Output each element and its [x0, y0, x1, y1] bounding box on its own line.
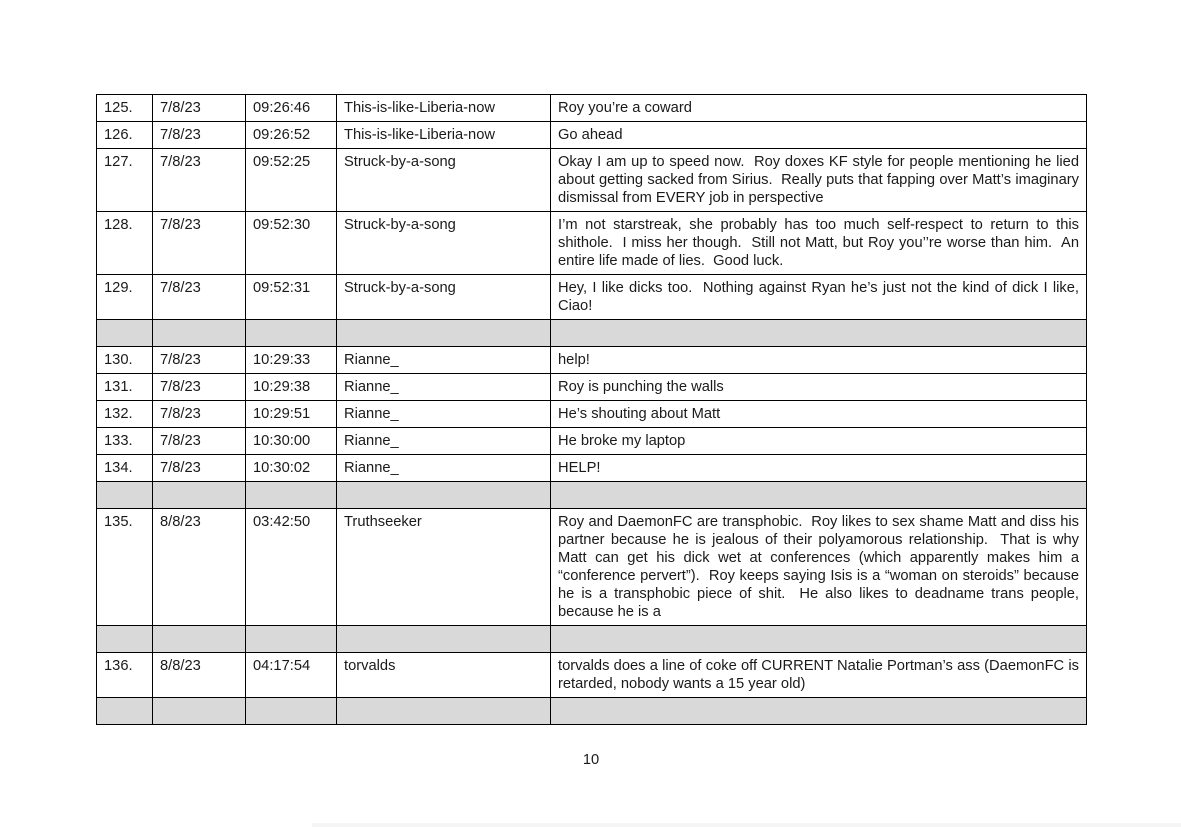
row-number-cell: 126. [97, 122, 153, 149]
separator-cell [337, 482, 551, 509]
time-cell: 09:26:46 [246, 95, 337, 122]
time-cell: 10:29:51 [246, 401, 337, 428]
message-cell: Roy is punching the walls [551, 374, 1087, 401]
log-row [97, 428, 1087, 455]
log-row [97, 455, 1087, 482]
message-cell: I’m not starstreak, she probably has too much self-respect to return to this shithole. I miss her though. Still not Matt, but Roy you’’re worse than him. An entire life made of lies. Good luck. [551, 212, 1087, 275]
time-cell: 10:30:00 [246, 428, 337, 455]
separator-cell [153, 482, 246, 509]
message-cell: Roy and DaemonFC are transphobic. Roy likes to sex shame Matt and diss his partner because he is jealous of their polyamorous relationship. That is why Matt can get his dick wet at conferences (which apparently makes him a “conference pervert”). Roy keeps saying Isis is a “woman on steroids” because he is a transphobic piece of shit. He also likes to deadname trans people, because he is a [551, 509, 1087, 626]
row-number-cell: 125. [97, 95, 153, 122]
time-cell: 10:30:02 [246, 455, 337, 482]
row-number-cell: 136. [97, 653, 153, 698]
nick-cell: Struck-by-a-song [337, 275, 551, 320]
date-cell: 7/8/23 [153, 95, 246, 122]
time-cell: 10:29:38 [246, 374, 337, 401]
time-cell: 09:52:31 [246, 275, 337, 320]
log-row [97, 509, 1087, 626]
date-cell: 7/8/23 [153, 122, 246, 149]
date-cell: 8/8/23 [153, 509, 246, 626]
date-cell: 7/8/23 [153, 347, 246, 374]
log-row [97, 95, 1087, 122]
nick-cell: Rianne_ [337, 428, 551, 455]
row-number-cell: 134. [97, 455, 153, 482]
separator-cell [337, 320, 551, 347]
row-number-cell: 127. [97, 149, 153, 212]
separator-cell [97, 482, 153, 509]
log-row [97, 374, 1087, 401]
nick-cell: This-is-like-Liberia-now [337, 95, 551, 122]
nick-cell: This-is-like-Liberia-now [337, 122, 551, 149]
date-cell: 7/8/23 [153, 275, 246, 320]
date-cell: 7/8/23 [153, 149, 246, 212]
chat-log-table [96, 94, 1087, 725]
message-cell: Okay I am up to speed now. Roy doxes KF style for people mentioning he lied about getting sacked from Sirius. Really puts that fapping over Matt’s imaginary dismissal from EVERY job in perspective [551, 149, 1087, 212]
separator-row [97, 482, 1087, 509]
separator-cell [246, 482, 337, 509]
message-cell: HELP! [551, 455, 1087, 482]
separator-cell [246, 320, 337, 347]
nick-cell: Struck-by-a-song [337, 149, 551, 212]
separator-cell [551, 626, 1087, 653]
nick-cell: Struck-by-a-song [337, 212, 551, 275]
separator-cell [97, 698, 153, 725]
log-row [97, 122, 1087, 149]
nick-cell: torvalds [337, 653, 551, 698]
separator-cell [246, 698, 337, 725]
message-cell: help! [551, 347, 1087, 374]
message-cell: He broke my laptop [551, 428, 1087, 455]
separator-cell [246, 626, 337, 653]
separator-cell [551, 482, 1087, 509]
date-cell: 7/8/23 [153, 455, 246, 482]
separator-cell [551, 320, 1087, 347]
row-number-cell: 128. [97, 212, 153, 275]
row-number-cell: 131. [97, 374, 153, 401]
message-cell: Hey, I like dicks too. Nothing against Ryan he’s just not the kind of dick I like, Ciao! [551, 275, 1087, 320]
separator-row [97, 698, 1087, 725]
separator-cell [153, 320, 246, 347]
nick-cell: Rianne_ [337, 374, 551, 401]
separator-cell [97, 320, 153, 347]
separator-cell [97, 626, 153, 653]
date-cell: 7/8/23 [153, 374, 246, 401]
row-number-cell: 132. [97, 401, 153, 428]
row-number-cell: 133. [97, 428, 153, 455]
separator-cell [337, 626, 551, 653]
date-cell: 7/8/23 [153, 212, 246, 275]
separator-row [97, 320, 1087, 347]
time-cell: 04:17:54 [246, 653, 337, 698]
nick-cell: Rianne_ [337, 401, 551, 428]
time-cell: 09:52:25 [246, 149, 337, 212]
row-number-cell: 135. [97, 509, 153, 626]
separator-cell [153, 698, 246, 725]
nick-cell: Rianne_ [337, 347, 551, 374]
separator-row [97, 626, 1087, 653]
time-cell: 09:26:52 [246, 122, 337, 149]
message-cell: Go ahead [551, 122, 1087, 149]
log-row [97, 401, 1087, 428]
time-cell: 03:42:50 [246, 509, 337, 626]
document-page [96, 94, 1086, 725]
separator-cell [337, 698, 551, 725]
nick-cell: Truthseeker [337, 509, 551, 626]
date-cell: 7/8/23 [153, 401, 246, 428]
page-number: 10 [582, 752, 600, 768]
log-row [97, 149, 1087, 212]
separator-cell [153, 626, 246, 653]
time-cell: 09:52:30 [246, 212, 337, 275]
message-cell: Roy you’re a coward [551, 95, 1087, 122]
row-number-cell: 130. [97, 347, 153, 374]
message-cell: He’s shouting about Matt [551, 401, 1087, 428]
row-number-cell: 129. [97, 275, 153, 320]
log-row [97, 212, 1087, 275]
nick-cell: Rianne_ [337, 455, 551, 482]
separator-cell [551, 698, 1087, 725]
log-row [97, 347, 1087, 374]
log-row [97, 653, 1087, 698]
log-row [97, 275, 1087, 320]
message-cell: torvalds does a line of coke off CURRENT Natalie Portman’s ass (DaemonFC is retarded, nobody wants a 15 year old) [551, 653, 1087, 698]
date-cell: 8/8/23 [153, 653, 246, 698]
time-cell: 10:29:33 [246, 347, 337, 374]
next-page-edge [312, 823, 1181, 827]
date-cell: 7/8/23 [153, 428, 246, 455]
